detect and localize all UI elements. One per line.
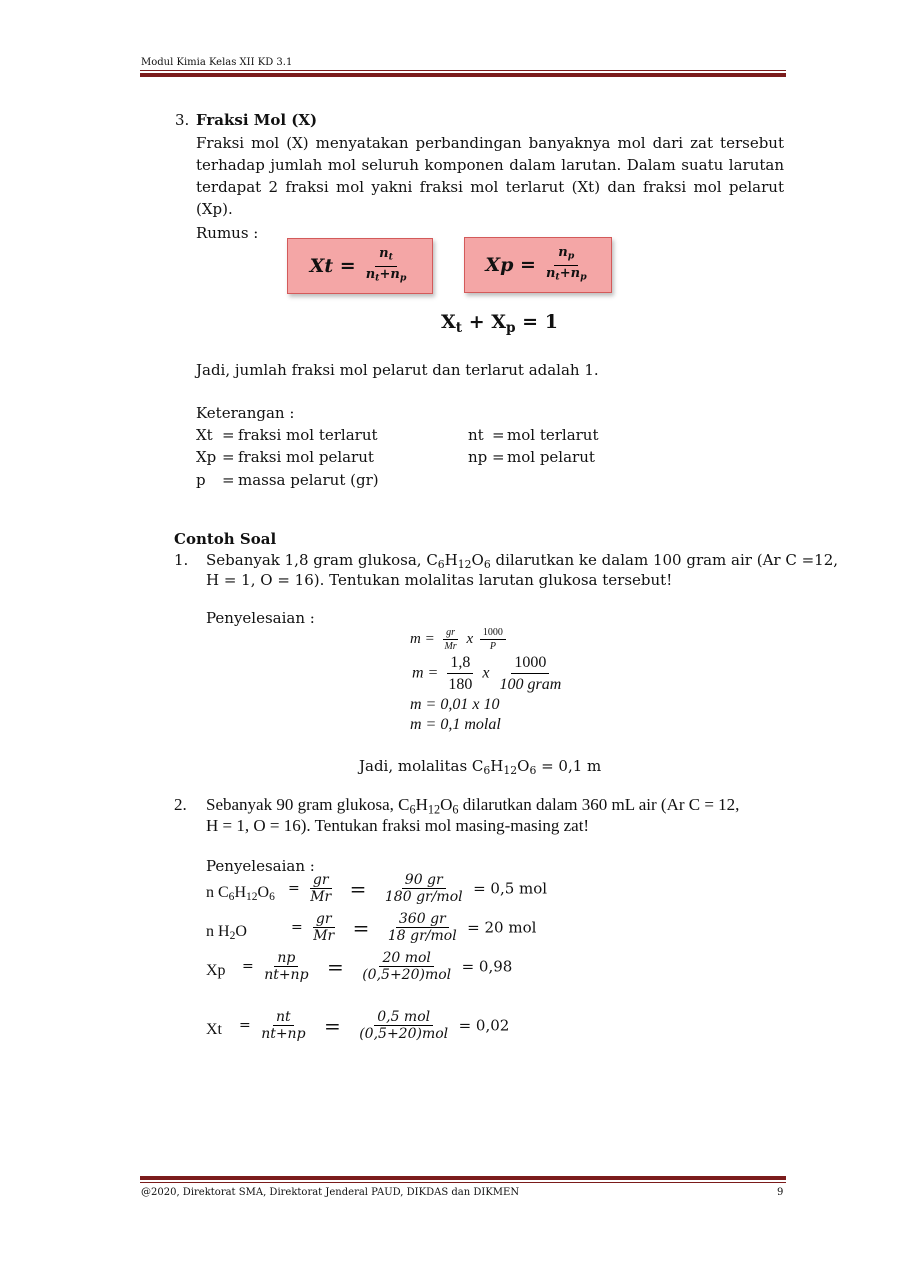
- formula-box-xt: [287, 238, 433, 294]
- rumus-label: Rumus :: [196, 224, 259, 242]
- q1-answer: Jadi, molalitas $C_6H_{12}O_6 = 0,1$ m: [359, 757, 602, 778]
- q2-row-label: n $H_2O$: [206, 923, 247, 943]
- footer-rule-thin: [140, 1182, 786, 1183]
- keterangan-row: Xt = fraksi mol terlarut: [196, 426, 378, 444]
- q1-step-4: m = 0,1 molal: [410, 716, 501, 733]
- section-paragraph-line-1: Fraksi mol (X) menyatakan perbandingan banyaknya mol dari zat tersebut: [196, 134, 784, 152]
- formula-box-xp: [464, 237, 612, 293]
- footer-rule-thick: [140, 1176, 786, 1180]
- formula-xt-fraction: $\frac{n_t}{n_t+n_p}$: [365, 245, 407, 284]
- q2-row-equation: = $\frac{np}{nt+np}$ = $\frac{\text{20 mol}}{\text{(0,5+20)mol}}$ = 0,98: [242, 950, 513, 983]
- formula-xp-fraction: $\frac{n_p}{n_t+n_p}$: [545, 244, 587, 283]
- keterangan-row: np = mol pelarut: [468, 448, 595, 466]
- q2-penyelesaian: Penyelesaian :: [206, 857, 315, 875]
- q1-step-2: m = $\frac{1,8}{180}$ x $\frac{1000}{\text{100 gram}}$: [412, 654, 562, 693]
- keterangan-row: nt = mol terlarut: [468, 426, 599, 444]
- q2-row-equation: = $\frac{nt}{nt+np}$ = $\frac{\text{0,5 mol}}{\text{(0,5+20)mol}}$ = 0,02: [239, 1009, 510, 1042]
- q1-line-2: H = 1, O = 16). Tentukan molalitas larutan glukosa tersebut!: [206, 571, 673, 589]
- q2-row-equation: = $\frac{gr}{Mr}$ = $\frac{90 gr}{\text{180 gr/mol}}$ = 0,5 mol: [288, 872, 548, 905]
- keterangan-row: p = massa pelarut (gr): [196, 471, 379, 489]
- q2-row-label: Xp: [206, 962, 226, 979]
- section-number: 3.: [175, 111, 190, 129]
- header-title: Modul Kimia Kelas XII KD 3.1: [141, 57, 293, 68]
- formula-xt-lhs: Xt =: [309, 255, 356, 277]
- contoh-title: Contoh Soal: [174, 530, 277, 548]
- q2-line-2: H = 1, O = 16). Tentukan fraksi mol masing-masing zat!: [206, 816, 590, 835]
- q1-number: 1.: [174, 551, 189, 569]
- q1-penyelesaian: Penyelesaian :: [206, 609, 315, 627]
- section-paragraph-line-3: terdapat 2 fraksi mol yakni fraksi mol terlarut (Xt) dan fraksi mol pelarut (Xp).: [196, 178, 784, 218]
- q2-number: 2.: [174, 795, 187, 814]
- q2-line-1: Sebanyak 90 gram glukosa, $C_6H_{12}O_6$ dilarutkan dalam 360 mL air (Ar C = 12,: [206, 795, 740, 817]
- q1-line-1: Sebanyak 1,8 gram glukosa, $C_6H_{12}O_6$ dilarutkan ke dalam 100 gram air (Ar C =12,: [206, 551, 839, 572]
- sum-formula: $X_t + X_p = 1$: [441, 311, 558, 336]
- keterangan-row: Xp = fraksi mol pelarut: [196, 448, 374, 466]
- header-rule-thin: [140, 70, 786, 71]
- q2-row-label: Xt: [206, 1021, 222, 1038]
- q2-row-equation: = $\frac{gr}{Mr}$ = $\frac{360 gr}{\text{18 gr/mol}}$ = 20 mol: [291, 911, 537, 944]
- keterangan-label: Keterangan :: [196, 404, 295, 422]
- header-rule-thick: [140, 73, 786, 77]
- q2-row-label: n $C_6H_{12}O_6$: [206, 884, 275, 904]
- q1-step-1: m = $\frac{gr}{Mr}$ x $\frac{1000}{P}$: [410, 626, 509, 653]
- q1-step-3: m = 0,01 x 10: [410, 696, 500, 713]
- footer-copyright: @2020, Direktorat SMA, Direktorat Jenderal PAUD, DIKDAS dan DIKMEN: [141, 1187, 520, 1198]
- formula-xp-lhs: Xp =: [485, 254, 536, 276]
- section-title: Fraksi Mol (X): [196, 111, 318, 129]
- conclusion: Jadi, jumlah fraksi mol pelarut dan terlarut adalah 1.: [196, 361, 599, 379]
- section-paragraph-line-2: terhadap jumlah mol seluruh komponen dalam larutan. Dalam suatu larutan: [196, 156, 784, 174]
- page-number: 9: [777, 1187, 784, 1198]
